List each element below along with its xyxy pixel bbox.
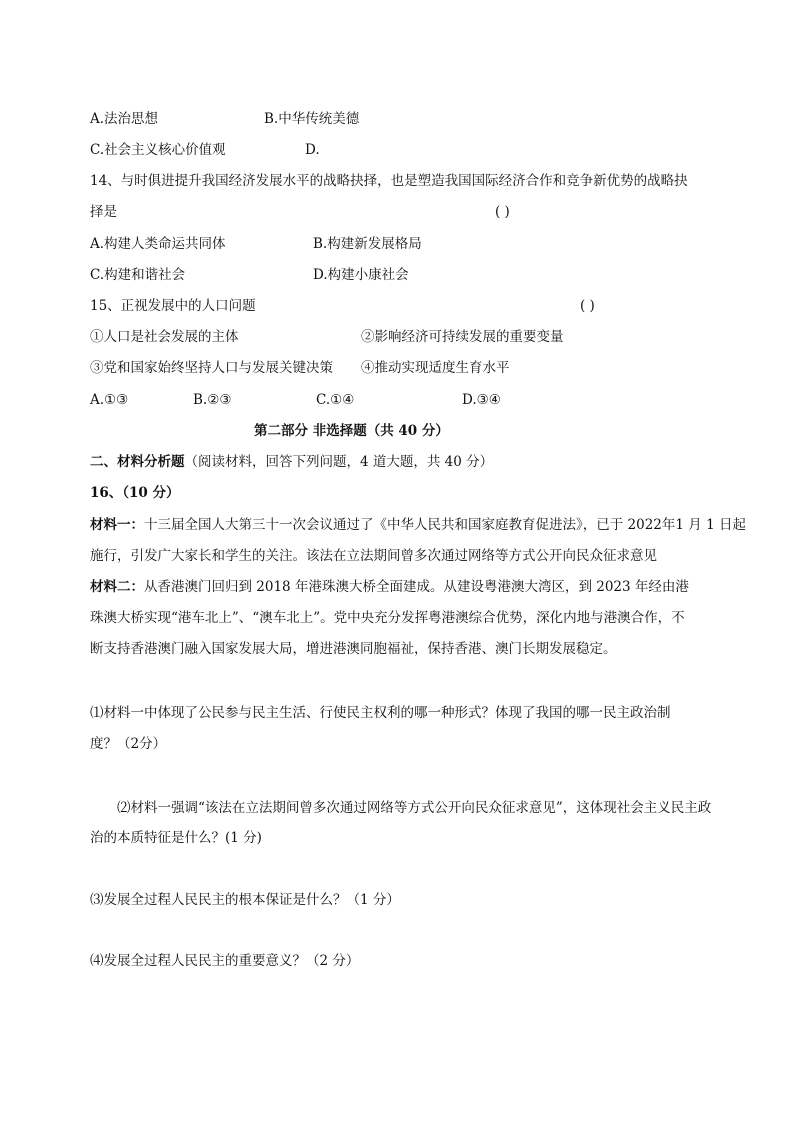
section-heading [90, 453, 493, 471]
q16-title: 16、（10 分） [90, 485, 180, 501]
subquestion-1-line2: 度？（2分） [90, 736, 167, 752]
q13-option-d: D. [305, 142, 320, 158]
material-1-text1: 十三届全国人大第三十一次会议通过了《中华人民共和国家庭教育促进法》，已于 2022年1 月 1 日起 [144, 517, 746, 533]
q15-item-4: ④推动实现适度生育水平 [361, 360, 510, 376]
section-title: 二、材料分析题 [90, 454, 185, 470]
q14-answer-bracket: ( ) [495, 204, 510, 220]
q15-item-2: ②影响经济可持续发展的重要变量 [361, 329, 564, 345]
q15-item-3: ③党和国家始终坚持人口与发展关键决策 [90, 360, 333, 376]
subquestion-2-line2: 治的本质特征是什么？(1 分) [90, 830, 262, 846]
q14-option-a: A.构建人类命运共同体 [90, 236, 226, 252]
material-2-text1: 从香港澳门回归到 2018 年港珠澳大桥全面建成。从建设粤港澳大湾区，到 2023 年经由港 [144, 579, 689, 595]
material-2-line1 [90, 578, 689, 596]
q14-option-c: C.构建和谐社会 [90, 267, 186, 283]
q15-option-b: B.②③ [193, 392, 232, 408]
subquestion-4: ⑷发展全过程人民民主的重要意义？（2 分） [90, 953, 360, 969]
q15-stem: 15、正视发展中的人口问题 [90, 298, 256, 314]
q14-option-d: D.构建小康社会 [313, 267, 409, 283]
q15-answer-bracket: ( ) [580, 298, 595, 314]
q14-option-b: B.构建新发展格局 [313, 236, 422, 252]
subquestion-2-line1: ⑵材料一强调“该法在立法期间曾多次通过网络等方式公开向民众征求意见”，这体现社会主义民主政 [117, 800, 712, 816]
q15-option-d: D.③④ [462, 392, 501, 408]
q13-option-a: A.法治思想 [90, 111, 159, 127]
subquestion-1-line1: ⑴材料一中体现了公民参与民主生活、行使民主权利的哪一种形式？体现了我国的哪一民主政治制 [90, 705, 671, 721]
material-1-line1 [90, 516, 746, 534]
material-1-label: 材料一： [90, 517, 144, 533]
material-2-line3: 断支持香港澳门融入国家发展大局，增进港澳同胞福祉，保持香港、澳门长期发展稳定。 [90, 641, 617, 657]
q14-stem-line2: 择是 [90, 204, 117, 220]
q14-stem-line1: 14、与时俱进提升我国经济发展水平的战略抉择，也是塑造我国国际经济合作和竞争新优势的战略抉 [90, 173, 688, 189]
q13-option-b: B.中华传统美德 [264, 111, 360, 127]
material-2-line2: 珠澳大桥实现“港车北上”、“澳车北上”。党中央充分发挥粤港澳综合优势，深化内地与港澳合作，不 [90, 610, 685, 626]
subquestion-3: ⑶发展全过程人民民主的根本保证是什么？（1 分） [90, 892, 400, 908]
section-note: （阅读材料，回答下列问题，4 道大题，共 40 分） [184, 454, 494, 470]
q15-option-a: A.①③ [90, 392, 129, 408]
q13-option-c: C.社会主义核心价值观 [90, 142, 226, 158]
part2-heading: 第二部分 非选择题（共 40 分） [254, 423, 449, 439]
q15-item-1: ①人口是社会发展的主体 [90, 329, 239, 345]
material-2-label: 材料二： [90, 579, 144, 595]
material-1-line2: 施行，引发广大家长和学生的关注。该法在立法期间曾多次通过网络等方式公开向民众征求意见 [90, 548, 657, 564]
q15-option-c: C.①④ [316, 392, 355, 408]
